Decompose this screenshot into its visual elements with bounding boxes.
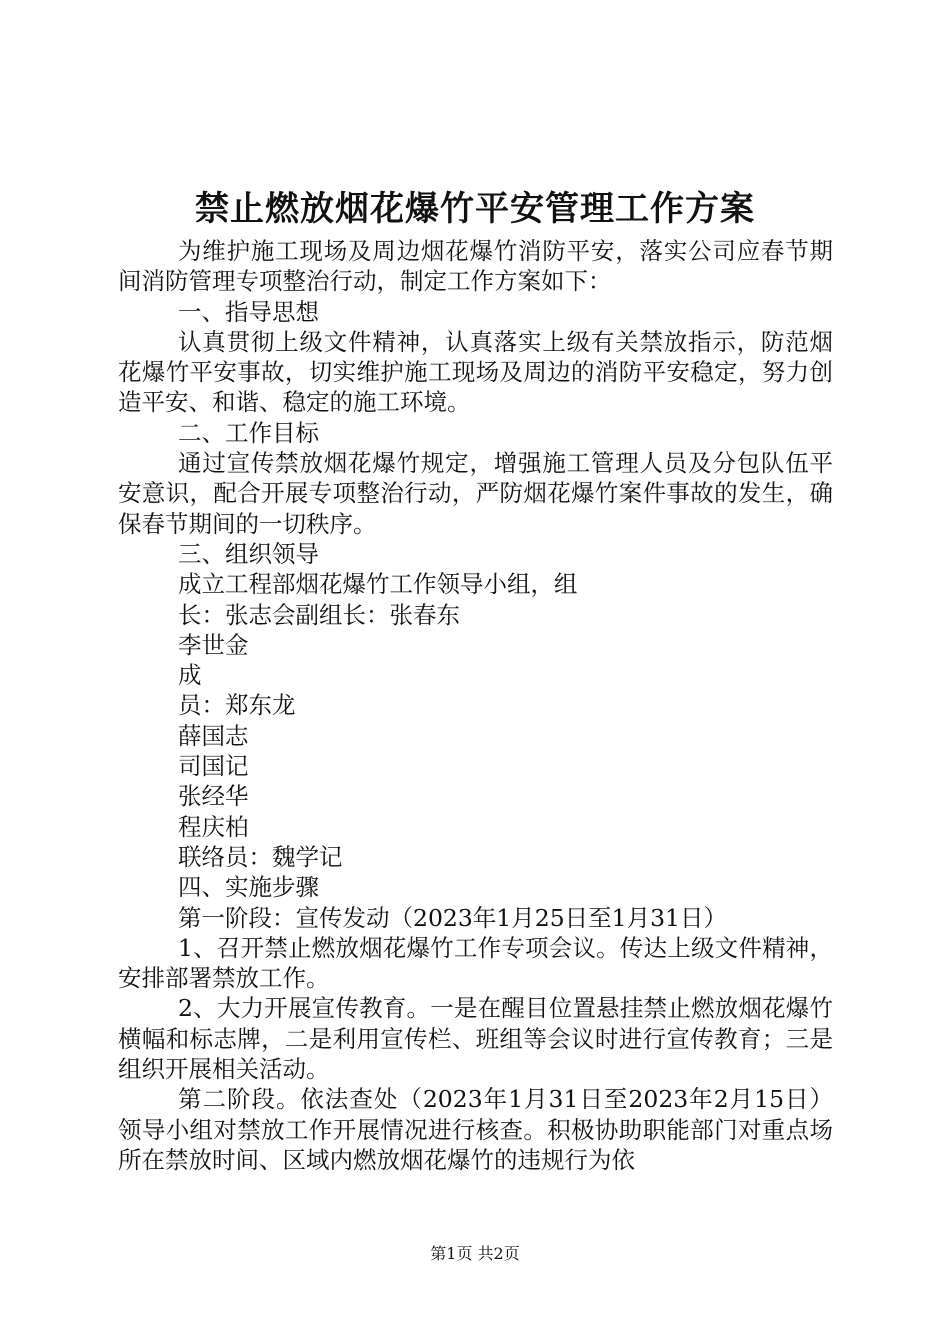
stage-two-paragraph: 第二阶段。依法查处（2023年1月31日至2023年2月15日）领导小组对禁放工作开展情况进行核查。积极协助职能部门对重点场所在禁放时间、区域内燃放烟花爆竹的违规行为依 bbox=[118, 1085, 833, 1174]
organization-line: 李世金 bbox=[178, 630, 249, 659]
organization-line: 员：郑东龙 bbox=[178, 691, 296, 720]
intro-paragraph: 为维护施工现场及周边烟花爆竹消防平安，落实公司应春节期间消防管理专项整治行动，制定工作方案如下： bbox=[118, 237, 833, 296]
organization-line: 程庆柏 bbox=[178, 812, 249, 841]
work-goal-paragraph: 通过宣传禁放烟花爆竹规定，增强施工管理人员及分包队伍平安意识，配合开展专项整治行动，严防烟花爆竹案件事故的发生，确保春节期间的一切秩序。 bbox=[118, 449, 833, 538]
organization-line: 长：张志会副组长：张春东 bbox=[178, 600, 460, 629]
organization-line: 张经华 bbox=[178, 782, 249, 811]
stage-one-item: 2、大力开展宣传教育。一是在醒目位置悬挂禁止燃放烟花爆竹横幅和标志牌，二是利用宣传栏、班组等会议时进行宣传教育；三是组织开展相关活动。 bbox=[118, 994, 833, 1084]
stage-one-heading: 第一阶段：宣传发动（2023年1月25日至1月31日） bbox=[178, 903, 728, 932]
section-heading-organization: 三、组织领导 bbox=[178, 539, 319, 568]
organization-line: 薛国志 bbox=[178, 721, 249, 750]
stage-one-item: 1、召开禁止燃放烟花爆竹工作专项会议。传达上级文件精神，安排部署禁放工作。 bbox=[118, 933, 833, 993]
section-heading-guiding-thought: 一、指导思想 bbox=[178, 297, 319, 326]
guiding-thought-paragraph: 认真贯彻上级文件精神，认真落实上级有关禁放指示，防范烟花爆竹平安事故，切实维护施工现场及周边的消防平安稳定，努力创造平安、和谐、稳定的施工环境。 bbox=[118, 327, 833, 417]
organization-line: 成 bbox=[178, 661, 202, 690]
organization-line: 成立工程部烟花爆竹工作领导小组，组 bbox=[178, 570, 578, 599]
section-heading-implementation: 四、实施步骤 bbox=[178, 873, 319, 902]
organization-line: 司国记 bbox=[178, 752, 249, 781]
page-footer: 第1页 共2页 bbox=[430, 1244, 520, 1263]
organization-line: 联络员：魏学记 bbox=[178, 842, 343, 871]
document-body bbox=[118, 236, 833, 1175]
section-heading-work-goal: 二、工作目标 bbox=[178, 418, 319, 447]
document-title: 禁止燃放烟花爆竹平安管理工作方案 bbox=[195, 189, 755, 229]
